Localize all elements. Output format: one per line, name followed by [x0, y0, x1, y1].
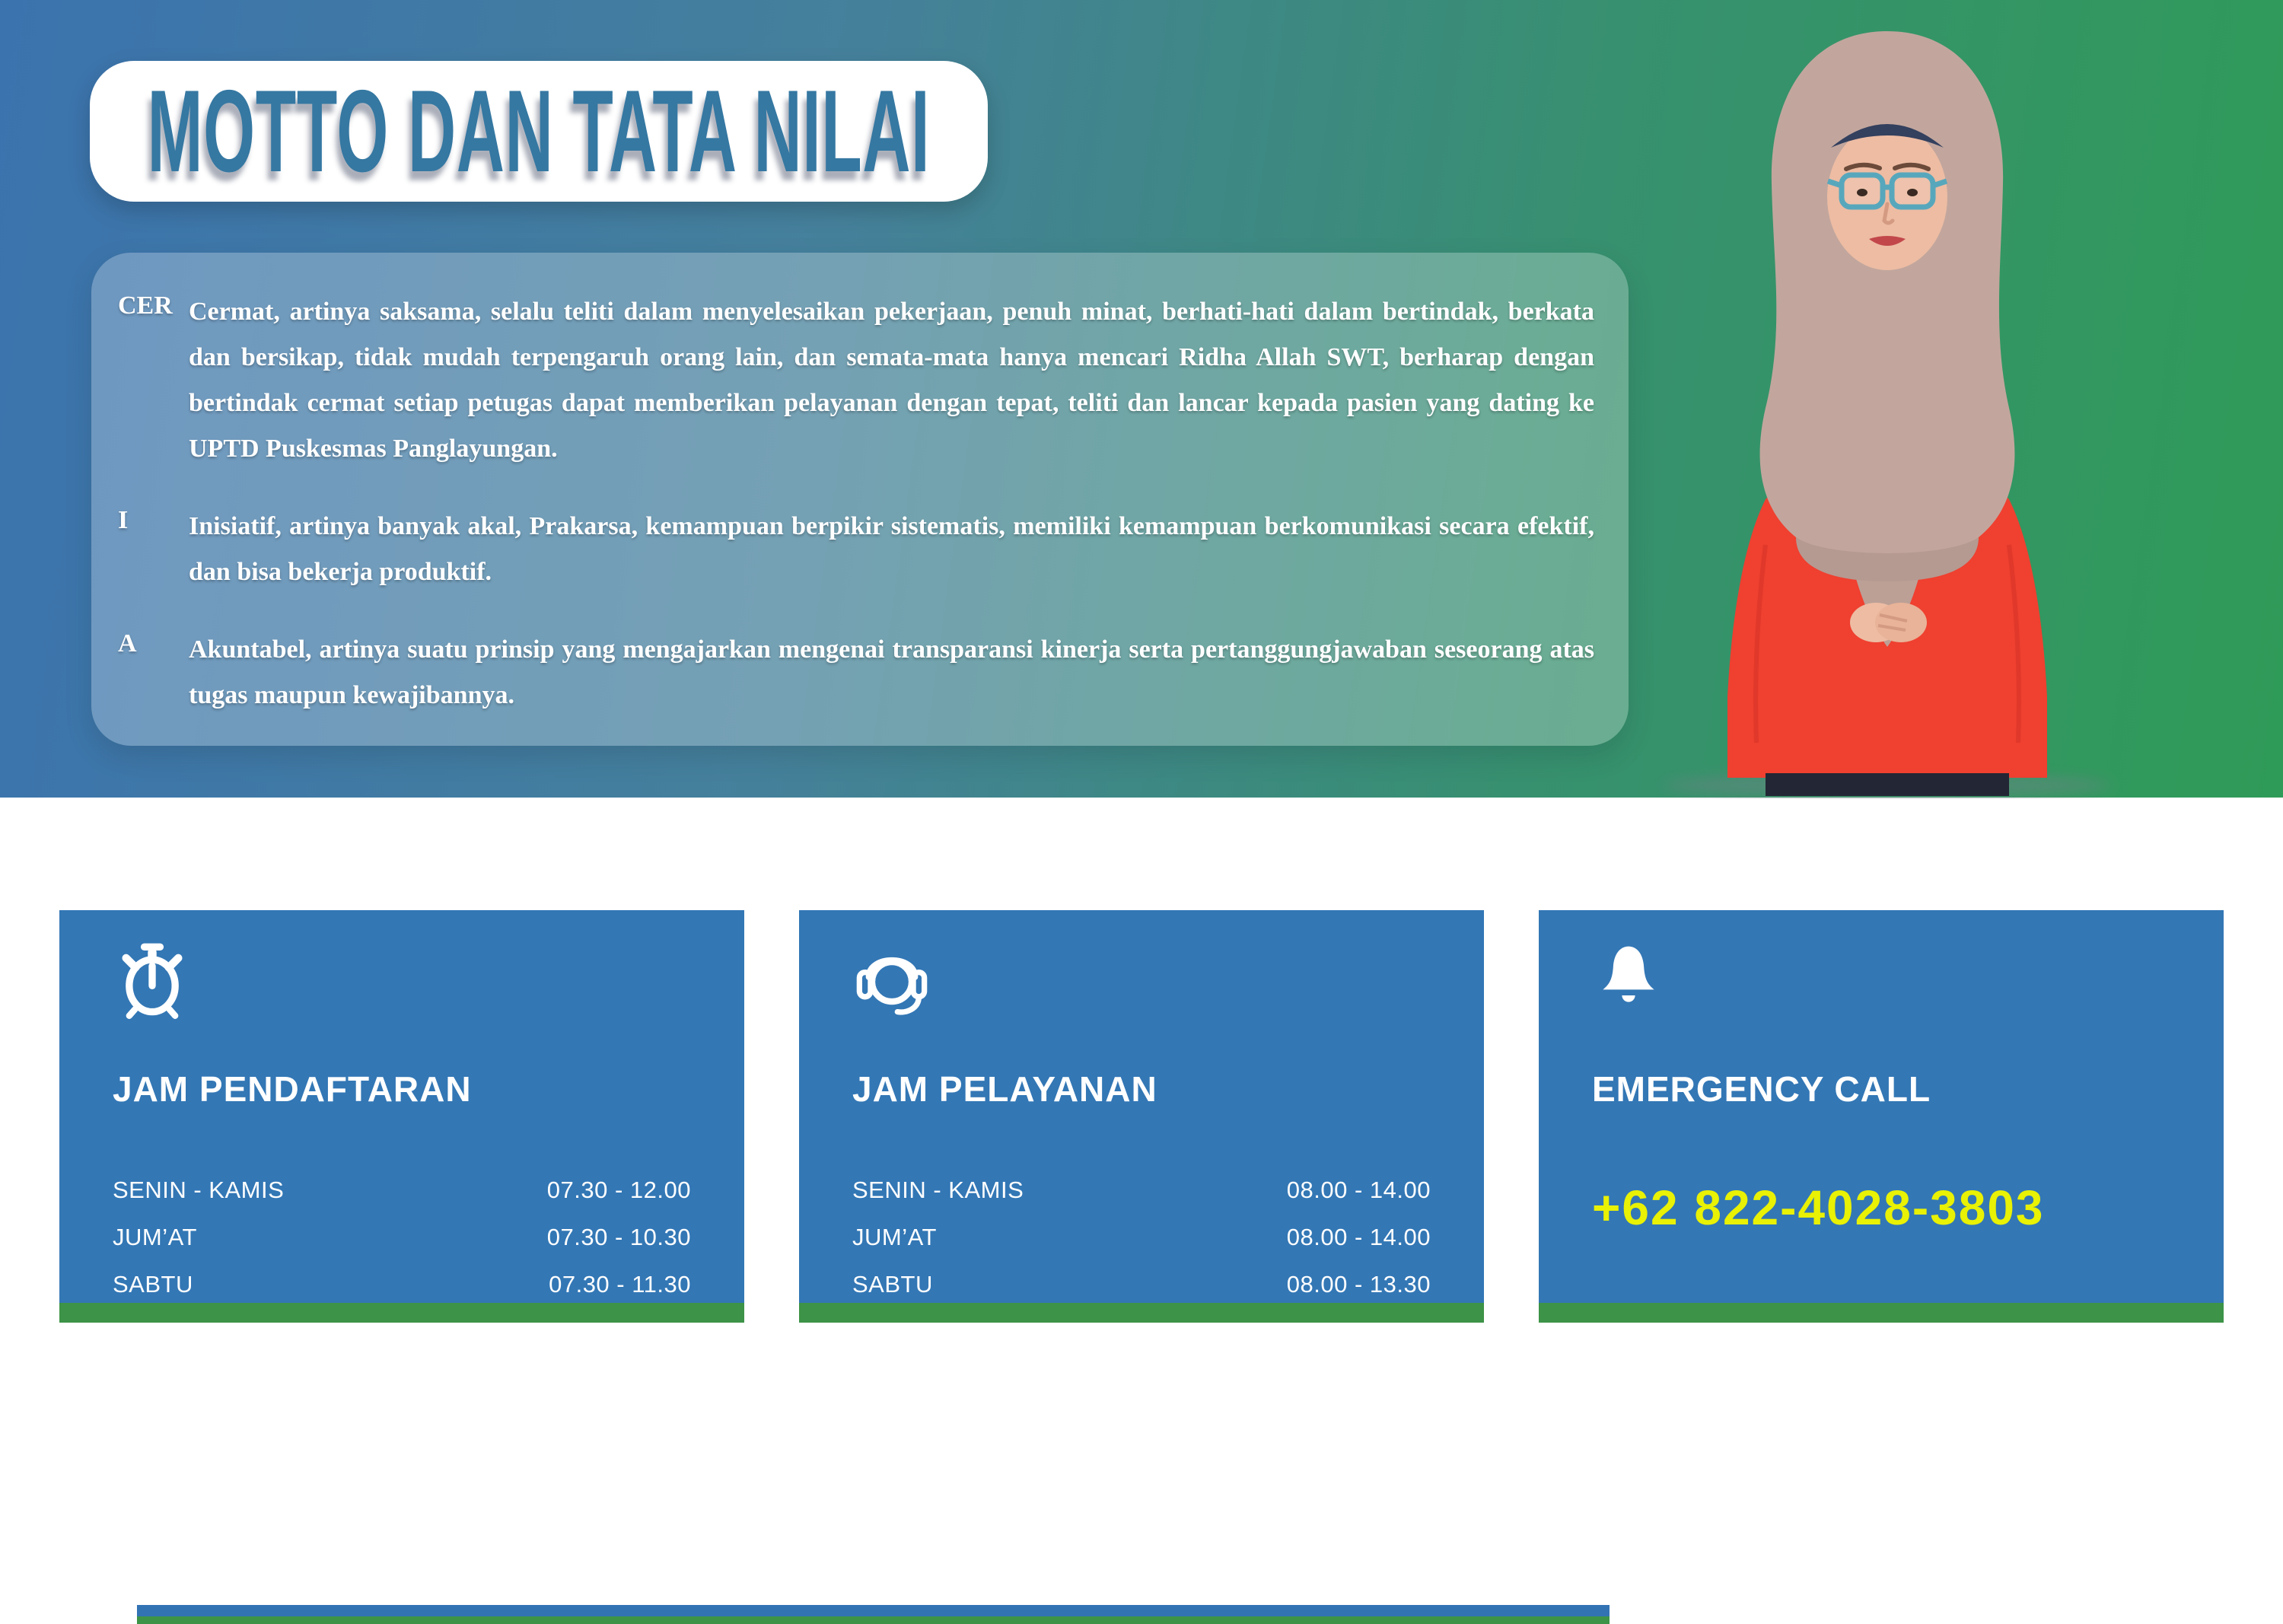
hijab-hood [1760, 31, 2015, 563]
headset-icon [852, 941, 1431, 1020]
card-accent-strip [59, 1303, 744, 1323]
hero-banner [0, 0, 2283, 798]
partial-bar-green [137, 1616, 1610, 1624]
day-label: SENIN - KAMIS [852, 1177, 1024, 1203]
card-body [1539, 910, 2224, 1303]
eyes [1857, 189, 1867, 196]
value-label-cer: CER [118, 291, 173, 320]
day-label: SENIN - KAMIS [113, 1177, 285, 1203]
values-panel [91, 253, 1629, 746]
schedule-list [113, 1177, 691, 1318]
partial-bar-blue [137, 1605, 1610, 1616]
page-title: MOTTO DAN TATA NILAI [147, 65, 931, 197]
staff-photo-illustration [1651, 12, 2123, 799]
next-section-partial-bar [137, 1605, 1610, 1624]
value-label-i: I [118, 506, 129, 534]
values-list [118, 289, 1594, 718]
schedule-row [113, 1224, 691, 1271]
day-label: JUM’AT [113, 1224, 197, 1250]
time-value: 08.00 - 14.00 [1286, 1177, 1431, 1203]
card-jam-pendaftaran [59, 910, 744, 1323]
value-label-a: A [118, 629, 137, 658]
bell-icon [1592, 941, 2170, 1020]
alarm-clock-icon [113, 941, 691, 1020]
value-text-i: Inisiatif, artinya banyak akal, Prakarsa, kemampuan berpikir sistematis, memiliki kemampuan berkomunikasi secara efektif, dan bisa bekerja produktif. [189, 512, 1594, 586]
card-jam-pelayanan [799, 910, 1484, 1323]
day-label: SABTU [852, 1271, 933, 1298]
card-body [799, 910, 1484, 1303]
emergency-phone-number: +62 822-4028-3803 [1592, 1180, 2045, 1235]
hands [1850, 603, 1927, 642]
time-value: 08.00 - 13.30 [1286, 1271, 1431, 1298]
card-accent-strip [799, 1303, 1484, 1323]
time-value: 07.30 - 12.00 [546, 1177, 691, 1203]
time-value: 07.30 - 10.30 [546, 1224, 691, 1250]
card-accent-strip [1539, 1303, 2224, 1323]
title-banner [90, 61, 988, 202]
schedule-row [852, 1224, 1431, 1271]
day-label: SABTU [113, 1271, 193, 1298]
pants [1766, 773, 2009, 796]
info-cards [59, 910, 2224, 1323]
schedule-row [113, 1177, 691, 1224]
day-label: JUM’AT [852, 1224, 937, 1250]
card-body [59, 910, 744, 1303]
schedule-row [852, 1177, 1431, 1224]
eye-right [1907, 189, 1918, 196]
time-value: 07.30 - 11.30 [549, 1271, 691, 1298]
value-text-a: Akuntabel, artinya suatu prinsip yang mengajarkan mengenai transparansi kinerja serta pertanggungjawaban seseorang atas tugas maupun kewajibannya. [189, 635, 1594, 709]
value-text-cer: Cermat, artinya saksama, selalu teliti dalam menyelesaikan pekerjaan, penuh minat, berhati-hati dalam bertindak, berkata dan bersikap, tidak mudah terpengaruh orang lain, dan semata-mata hanya mencari Ridha Allah SWT, berharap dengan bertindak cermat setiap petugas dapat memberikan pelayanan dengan tepat, teliti dan lancar kepada pasien yang dating ke UPTD Puskesmas Panglayungan. [189, 298, 1594, 463]
card-title: JAM PELAYANAN [852, 1069, 1157, 1109]
card-title: EMERGENCY CALL [1592, 1069, 1931, 1109]
time-value: 08.00 - 14.00 [1286, 1224, 1431, 1250]
card-title: JAM PENDAFTARAN [113, 1069, 472, 1109]
card-emergency-call [1539, 910, 2224, 1323]
staff-photo [1651, 12, 2123, 799]
schedule-list [852, 1177, 1431, 1318]
